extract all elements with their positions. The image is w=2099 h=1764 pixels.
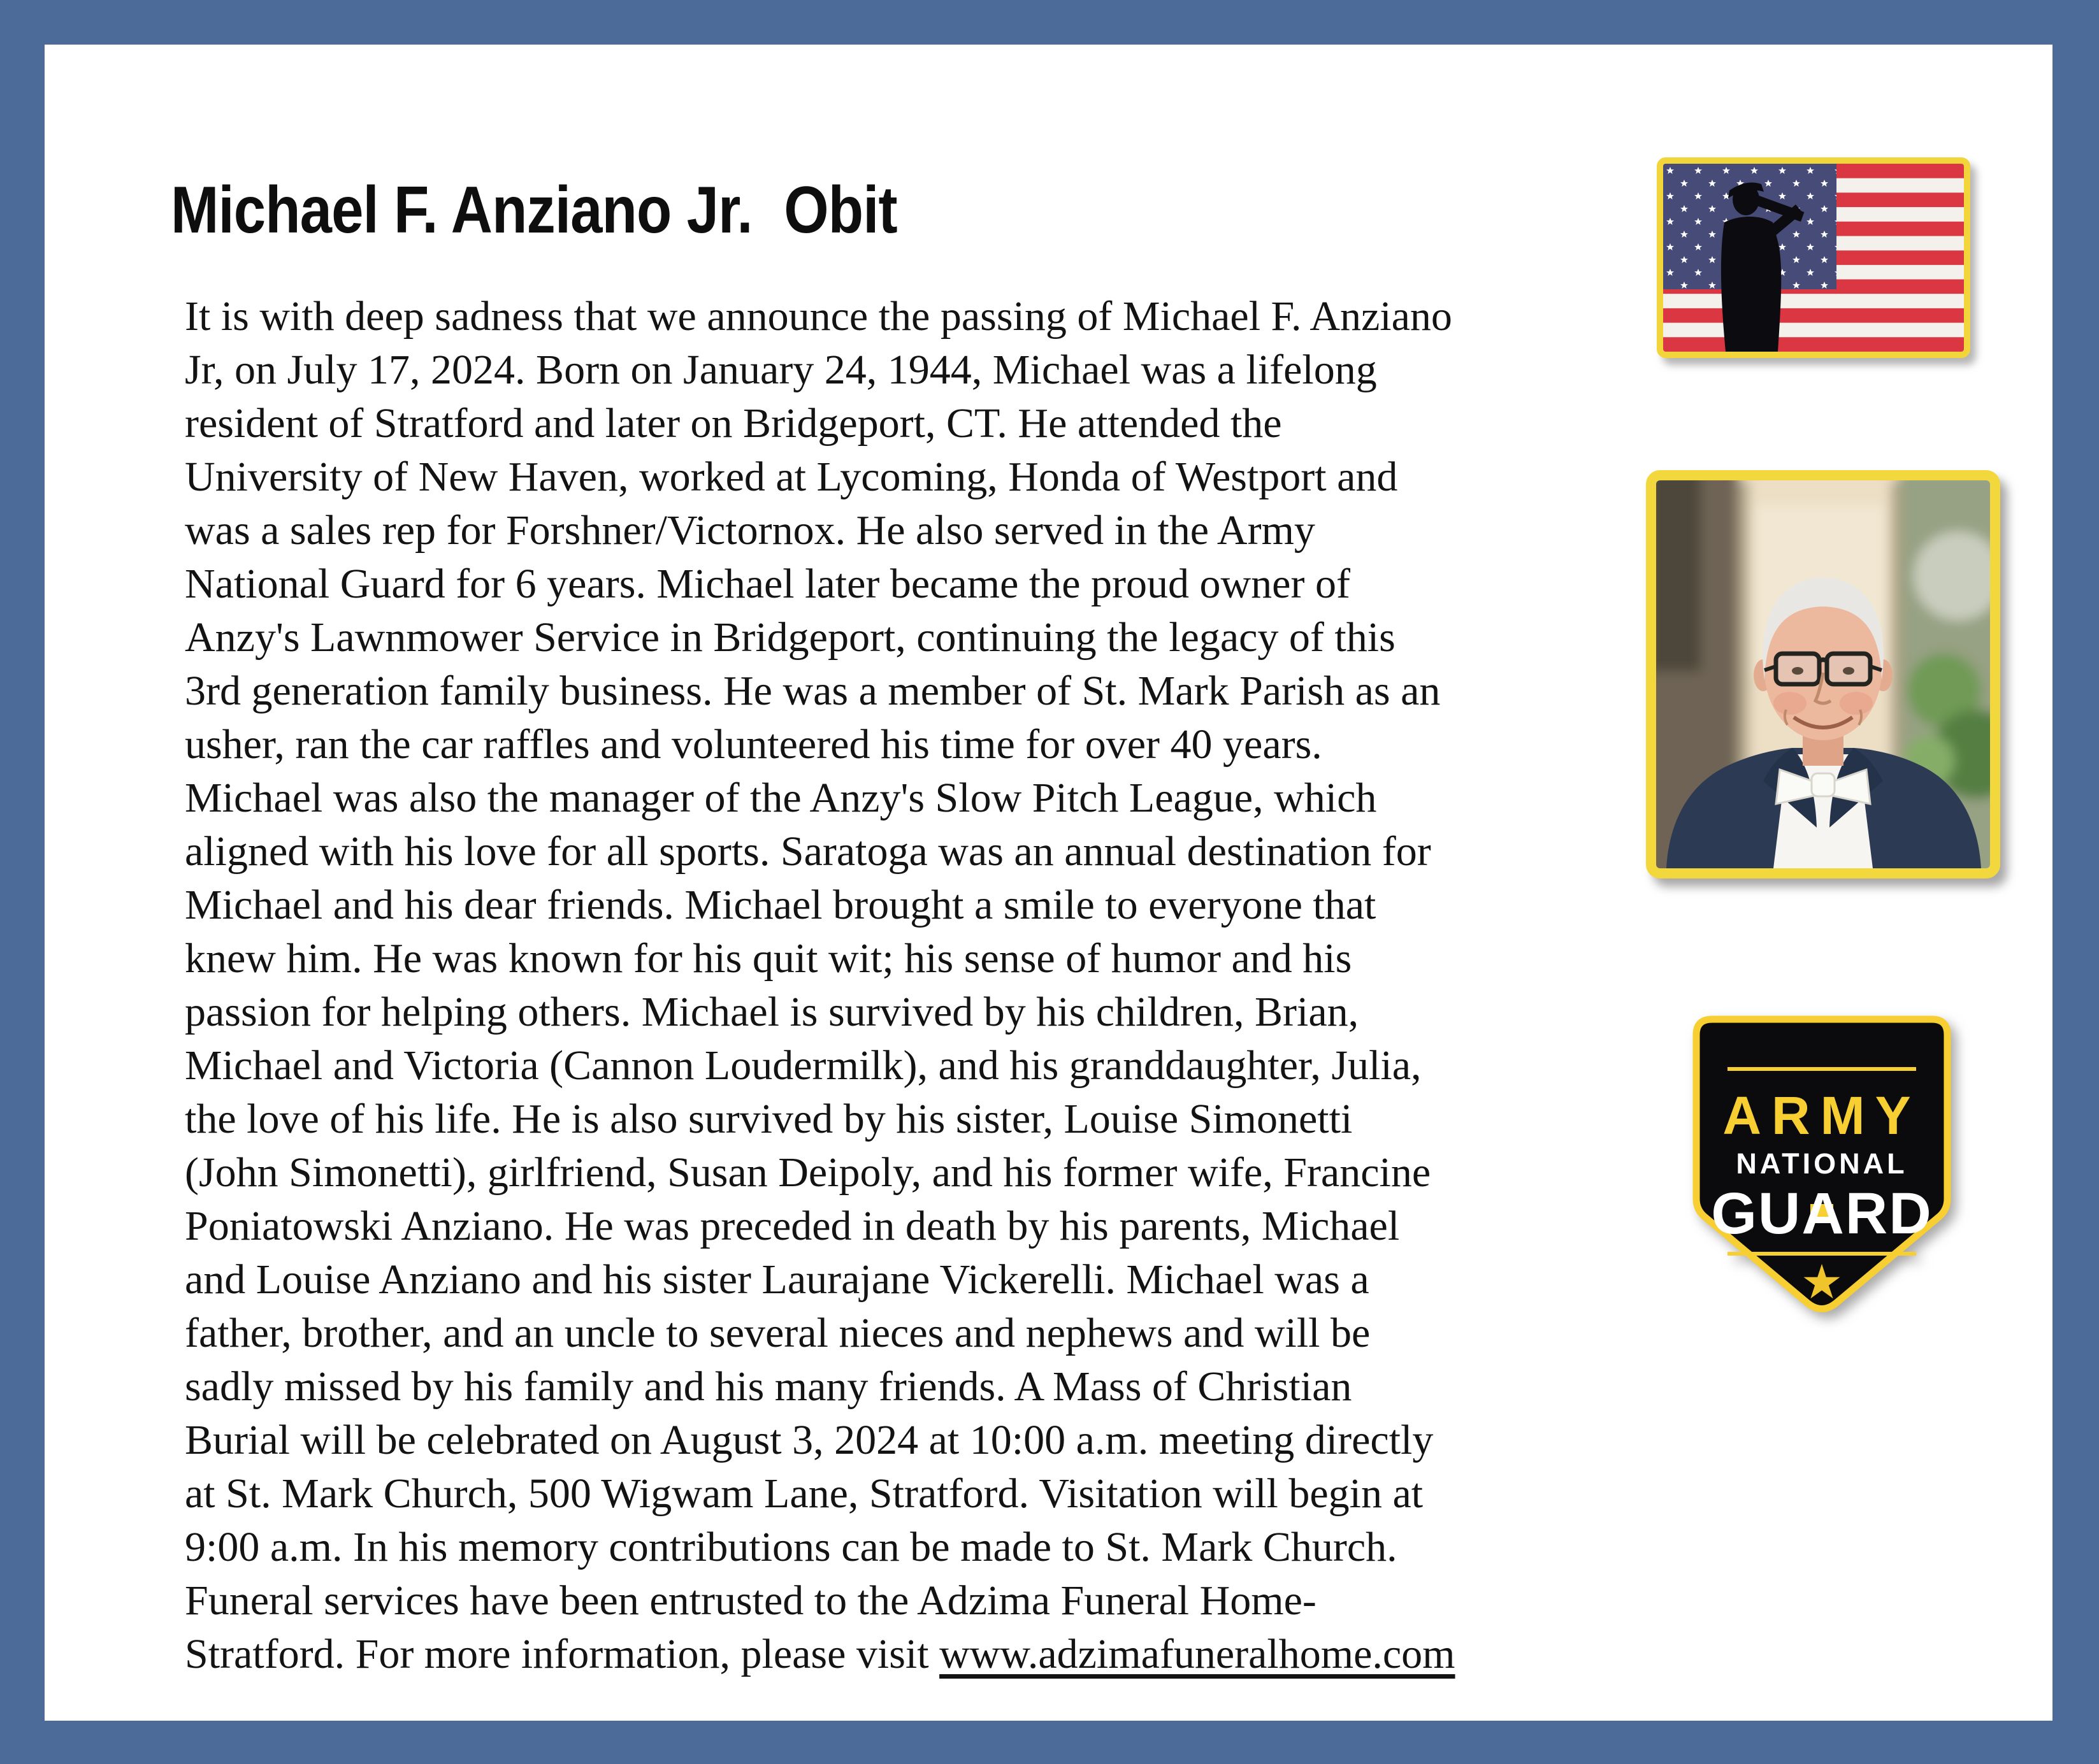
obituary-line: was a sales rep for Forshner/Victornox. He also served in the Army: [185, 507, 1315, 554]
obituary-line: 3rd generation family business. He was a member of St. Mark Parish as an: [185, 668, 1441, 714]
obituary-line: Jr, on July 17, 2024. Born on January 24, 1944, Michael was a lifelong: [185, 347, 1377, 393]
obituary-line: father, brother, and an uncle to several nieces and nephews and will be: [185, 1310, 1371, 1356]
obituary-line: Burial will be celebrated on August 3, 2024 at 10:00 a.m. meeting directly: [185, 1417, 1434, 1463]
title-name: Michael F. Anziano Jr.: [171, 173, 753, 247]
obituary-line-text: Stratford. For more information, please visit: [185, 1631, 940, 1677]
badge-national-text: NATIONAL: [1736, 1147, 1908, 1180]
obituary-line: at St. Mark Church, 500 Wigwam Lane, Stratford. Visitation will begin at: [185, 1470, 1424, 1517]
portrait-photo: [1646, 470, 2000, 878]
obituary-line: Poniatowski Anziano. He was preceded in death by his parents, Michael: [185, 1203, 1400, 1249]
obituary-line: It is with deep sadness that we announce the passing of Michael F. Anziano: [185, 293, 1452, 340]
obituary-line: Michael and Victoria (Cannon Loudermilk), and his granddaughter, Julia,: [185, 1042, 1422, 1089]
obituary-line: National Guard for 6 years. Michael later became the proud owner of: [185, 561, 1350, 607]
obituary-line: Michael and his dear friends. Michael brought a smile to everyone that: [185, 882, 1376, 928]
obituary-line: and Louise Anziano and his sister Laurajane Vickerelli. Michael was a: [185, 1256, 1369, 1303]
obituary-line: Michael was also the manager of the Anzy's Slow Pitch League, which: [185, 775, 1377, 821]
obituary-line: resident of Stratford and later on Bridgeport, CT. He attended the: [185, 400, 1282, 447]
obituary-text: [185, 290, 1455, 1681]
obituary-line: usher, ran the car raffles and volunteered his time for over 40 years.: [185, 721, 1322, 768]
obituary-line: University of New Haven, worked at Lycoming, Honda of Westport and: [185, 454, 1398, 500]
obituary-line: aligned with his love for all sports. Saratoga was an annual destination for: [185, 828, 1431, 875]
funeral-home-link[interactable]: www.adzimafuneralhome.com: [939, 1631, 1455, 1677]
guard-badge-image: [1687, 1009, 1958, 1320]
obituary-line: [185, 1628, 1455, 1681]
page-title: [171, 173, 897, 247]
army-national-guard-badge: [1687, 1009, 1958, 1320]
obituary-line: knew him. He was known for his quit wit; his sense of humor and his: [185, 935, 1352, 982]
badge-guard-text: GUARD: [1711, 1181, 1933, 1246]
obituary-line: Anzy's Lawnmower Service in Bridgeport, continuing the legacy of this: [185, 614, 1396, 661]
obituary-line: passion for helping others. Michael is survived by his children, Brian,: [185, 989, 1359, 1035]
title-suffix: Obit: [784, 173, 897, 247]
badge-army-text: ARMY: [1722, 1086, 1921, 1145]
obituary-line: (John Simonetti), girlfriend, Susan Deipoly, and his former wife, Francine: [185, 1149, 1431, 1196]
flag-image: [1663, 164, 1964, 352]
flag-photo: [1657, 157, 1970, 358]
obituary-line: Funeral services have been entrusted to the Adzima Funeral Home-: [185, 1577, 1316, 1624]
obituary-line: 9:00 a.m. In his memory contributions can be made to St. Mark Church.: [185, 1524, 1397, 1570]
obituary-line: sadly missed by his family and his many friends. A Mass of Christian: [185, 1363, 1352, 1410]
obituary-line: the love of his life. He is also survived by his sister, Louise Simonetti: [185, 1096, 1353, 1142]
portrait-image: [1656, 480, 1990, 868]
